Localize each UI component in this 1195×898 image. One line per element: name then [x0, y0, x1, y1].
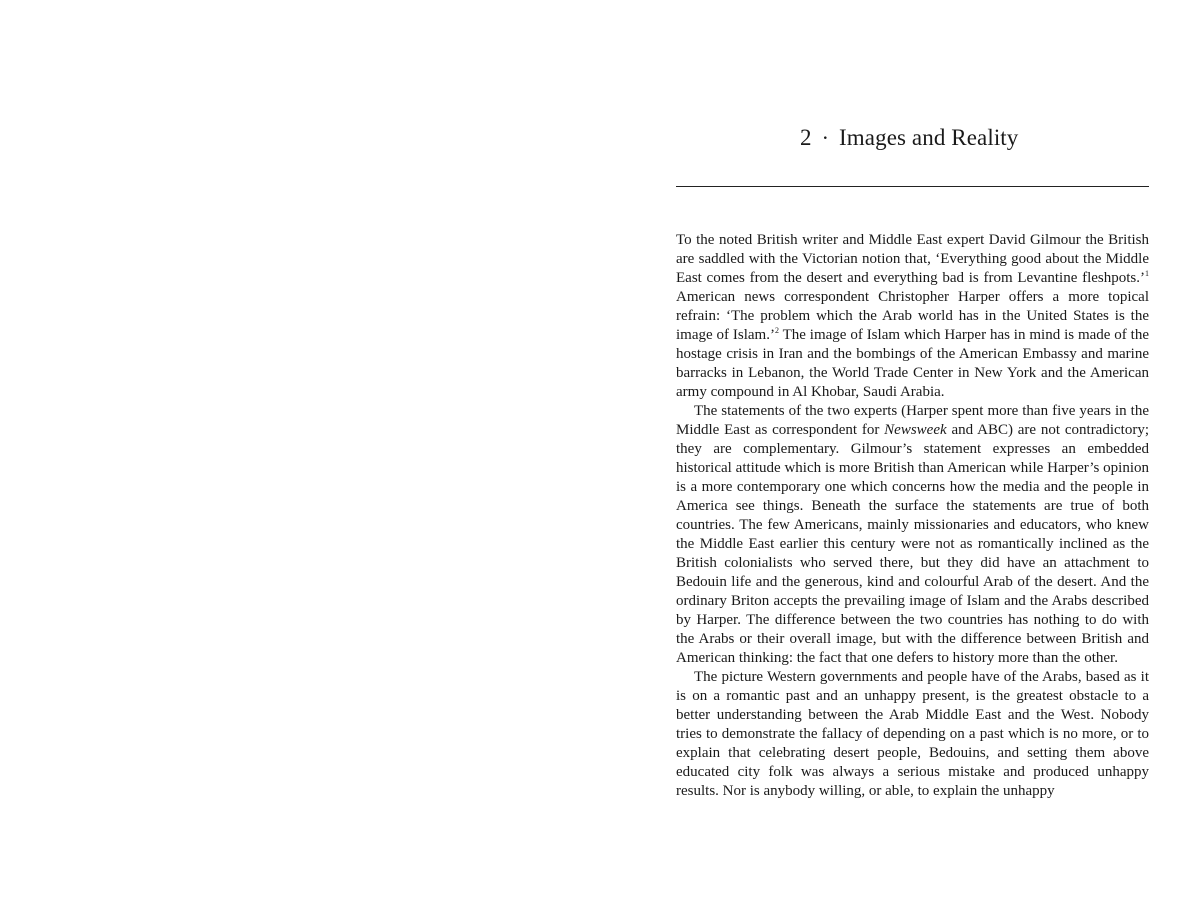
- heading-rule: [676, 186, 1149, 187]
- footnote-marker: 2: [774, 326, 779, 335]
- footnote-marker: 1: [1145, 269, 1149, 278]
- chapter-heading: [800, 120, 1160, 156]
- chapter-title: Images and Reality: [839, 125, 1019, 150]
- chapter-separator: ·: [821, 125, 830, 150]
- body-paragraph: [676, 402, 1149, 668]
- paragraph-text: American news correspondent Christopher Harper offers a more topical refrain: ‘The problem which the Arab world has in the United States is the image of Islam.’: [676, 289, 1149, 343]
- italic-title: Newsweek: [884, 422, 947, 438]
- paragraph-text: The picture Western governments and people have of the Arabs, based as it is on a romantic past and an unhappy present, is the greatest obstacle to a better understanding between the Arab Middle East and the West. Nobody tries to demonstrate the fallacy of depending on a past which is no more, or to explain that celebrating desert people, Bedouins, and setting them above educated city folk was always a serious mistake and produced unhappy results. Nor is anybody willing, or able, to explain the unhappy: [676, 669, 1149, 799]
- paragraph-text: The image of Islam which Harper has in mind is made of the hostage crisis in Iran and the bombings of the American Embassy and marine barracks in Lebanon, the World Trade Center in New York and the American army compound in Al Khobar, Saudi Arabia.: [676, 327, 1150, 400]
- chapter-body-text: [676, 231, 1149, 801]
- body-paragraph: [676, 231, 1149, 402]
- paragraph-text: The statements of the two experts (Harper spent more than five years in the Middle East as correspondent for: [676, 403, 1149, 438]
- chapter-number: 2: [800, 125, 812, 150]
- paragraph-text: and ABC) are not contradictory; they are complementary. Gilmour’s statement expresses an embedded historical attitude which is more British than American while Harper’s opinion is a more contemporary one which concerns how the media and the people in America see things. Beneath the surface the statements are true of both countries. The few Americans, mainly missionaries and educators, who knew the Middle East earlier this century were not as romantically inclined as the British colonialists who served there, but they did have an attachment to Bedouin life and the generous, kind and colourful Arab of the desert. And the ordinary Briton accepts the prevailing image of Islam and the Arabs described by Harper. The difference between the two countries has nothing to do with the Arabs or their overall image, but with the difference between British and American thinking: the fact that one defers to history more than the other.: [676, 422, 1149, 666]
- paragraph-text: To the noted British writer and Middle East expert David Gilmour the British are saddled with the Victorian notion that, ‘Everything good about the Middle East comes from the desert and everything bad is from Levantine fleshpots.’: [676, 232, 1149, 286]
- body-paragraph: [676, 668, 1149, 801]
